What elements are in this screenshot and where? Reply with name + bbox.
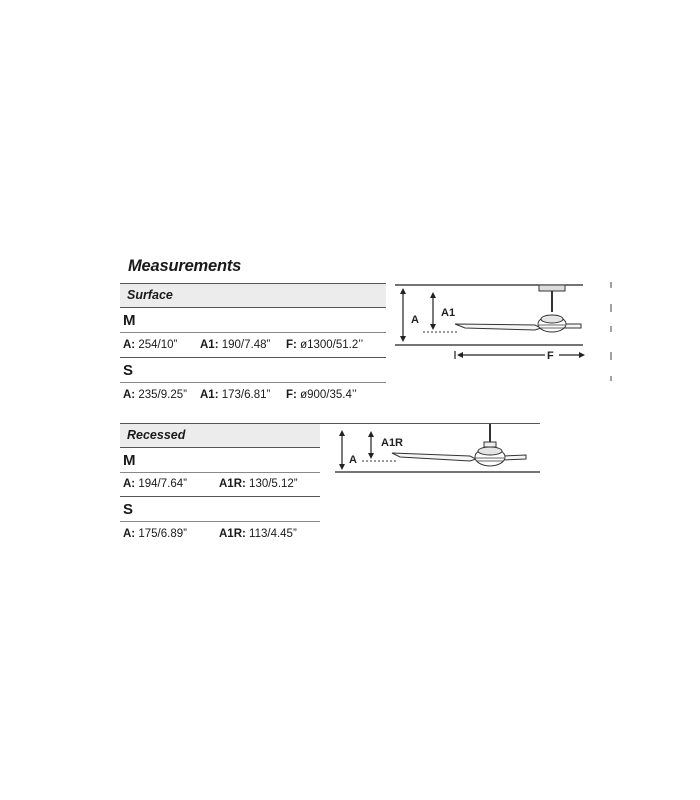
size-label-s: S [123, 501, 134, 518]
divider [120, 472, 320, 473]
spec-a1 [200, 339, 270, 351]
divider [120, 447, 320, 448]
spec-f [286, 339, 363, 351]
dimension-a-label: A [411, 314, 419, 326]
spec-a [123, 528, 187, 540]
spec-f [286, 389, 357, 401]
spec-value: 113/4.45” [249, 528, 297, 540]
spec-key: F: [286, 339, 297, 351]
spec-value: 190/7.48” [221, 339, 271, 351]
divider [120, 496, 320, 497]
divider [120, 521, 320, 522]
spec-value: ø900/35.4’’ [300, 389, 357, 401]
spec-a1r [219, 478, 298, 490]
spec-value: ø1300/51.2’’ [300, 339, 364, 351]
spec-a1 [200, 389, 270, 401]
spec-key: A: [123, 339, 136, 351]
spec-key: A1R: [219, 528, 246, 540]
spec-a [123, 478, 187, 490]
spec-a [123, 389, 187, 401]
spec-key: A: [123, 528, 136, 540]
divider [120, 382, 386, 383]
spec-value: 175/6.89” [138, 528, 187, 540]
spec-a [123, 339, 177, 351]
dimension-a1-label: A1 [441, 307, 456, 319]
spec-value: 235/9.25” [138, 389, 187, 401]
recessed-fan-diagram [330, 424, 545, 479]
spec-a1r [219, 528, 297, 540]
dimension-a-label: A [349, 454, 357, 466]
spec-key: A: [123, 389, 136, 401]
spec-key: A1R: [219, 478, 246, 490]
spec-value: 173/6.81” [221, 389, 271, 401]
spec-key: A1: [200, 389, 219, 401]
surface-fan-diagram [395, 280, 615, 385]
spec-key: A: [123, 478, 136, 490]
size-label-m: M [123, 452, 136, 469]
dimension-f-label: F [547, 350, 554, 362]
divider [120, 357, 386, 358]
recessed-section-label: Recessed [127, 428, 186, 442]
divider [120, 283, 386, 284]
divider [120, 307, 386, 308]
dimension-a1r-label: A1R [381, 437, 404, 449]
spec-value: 194/7.64” [138, 478, 187, 490]
page-title: Measurements [128, 257, 242, 275]
size-label-m: M [123, 312, 136, 329]
spec-key: F: [286, 389, 297, 401]
size-label-s: S [123, 362, 134, 379]
spec-value: 254/10” [138, 339, 178, 351]
spec-key: A1: [200, 339, 219, 351]
divider [120, 332, 386, 333]
spec-value: 130/5.12” [249, 478, 298, 490]
surface-section-label: Surface [127, 288, 173, 302]
